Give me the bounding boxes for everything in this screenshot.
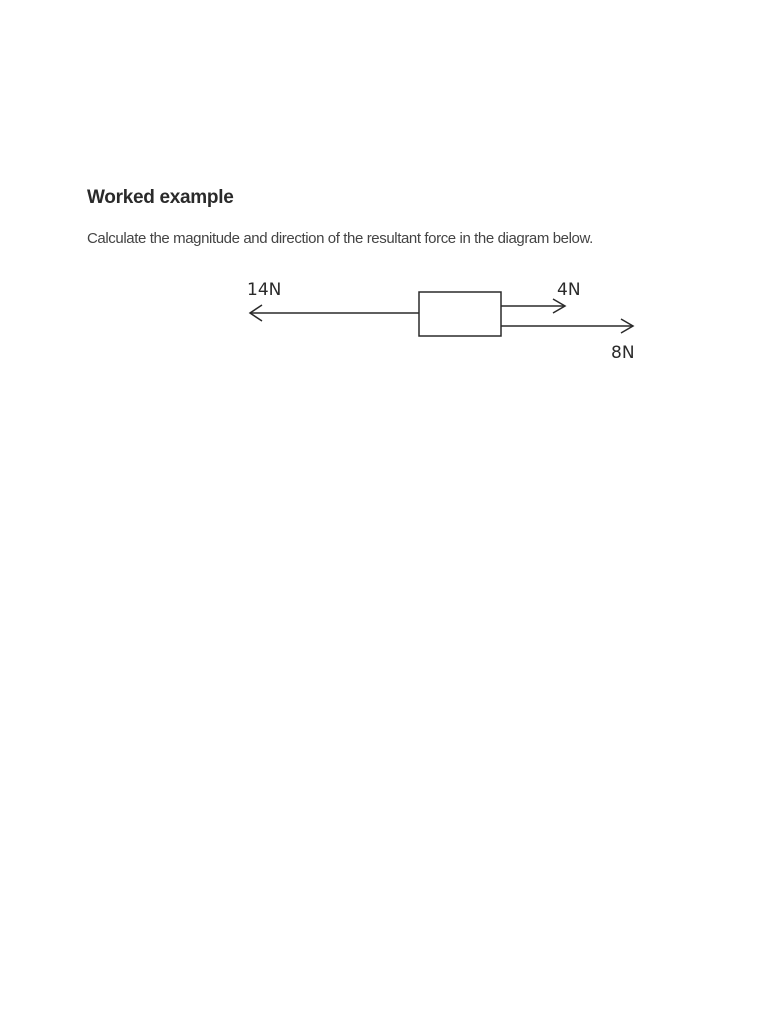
object-block <box>419 292 501 336</box>
force-label-4n: 4N <box>557 280 581 300</box>
force-arrow-14n <box>250 305 419 321</box>
force-arrow-4n <box>501 299 565 313</box>
force-label-14n: 14N <box>247 280 282 300</box>
worked-example-heading: Worked example <box>87 187 234 208</box>
question-text: Calculate the magnitude and direction of the resultant force in the diagram below. <box>87 230 593 247</box>
force-label-8n: 8N <box>611 343 635 363</box>
force-arrow-8n <box>501 319 633 333</box>
